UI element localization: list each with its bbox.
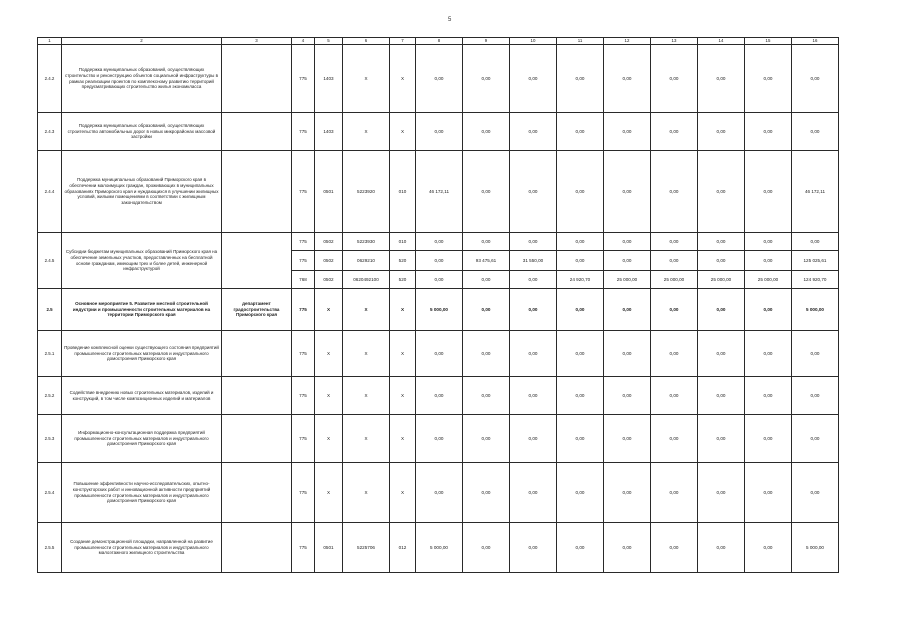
responsible-executor bbox=[222, 151, 292, 233]
expense-type-code: 010 bbox=[390, 233, 416, 251]
budget-table bbox=[37, 37, 839, 573]
target-article-code: X bbox=[343, 45, 390, 113]
amount-2019: 0,00 bbox=[651, 331, 698, 377]
responsible-executor bbox=[222, 45, 292, 113]
amount-2021: 0,00 bbox=[745, 113, 792, 151]
amount-2021: 0,00 bbox=[745, 377, 792, 415]
amount-2021: 0,00 bbox=[745, 289, 792, 331]
responsible-executor bbox=[222, 415, 292, 463]
responsible-executor bbox=[222, 233, 292, 289]
amount-2017: 0,00 bbox=[557, 233, 604, 251]
amount-2014: 5 000,00 bbox=[416, 523, 463, 573]
expense-type-code: X bbox=[390, 377, 416, 415]
section-code: 0501 bbox=[315, 151, 343, 233]
amount-2017: 0,00 bbox=[557, 251, 604, 271]
target-article-code: 0629210 bbox=[343, 251, 390, 271]
grbs-code: 775 bbox=[292, 151, 315, 233]
amount-2015: 0,00 bbox=[463, 233, 510, 251]
amount-total: 46 172,11 bbox=[792, 151, 839, 233]
amount-2016: 0,00 bbox=[510, 45, 557, 113]
responsible-executor: департамент градостроительства Приморского края bbox=[222, 289, 292, 331]
amount-2020: 0,00 bbox=[698, 415, 745, 463]
column-number-header-row bbox=[38, 38, 839, 45]
amount-2020: 0,00 bbox=[698, 151, 745, 233]
table-row bbox=[38, 523, 839, 573]
target-article-code: X bbox=[343, 377, 390, 415]
amount-2016: 0,00 bbox=[510, 415, 557, 463]
row-index: 2.5 bbox=[38, 289, 62, 331]
amount-2015: 0,00 bbox=[463, 463, 510, 523]
amount-total: 0,00 bbox=[792, 233, 839, 251]
section-code: 0501 bbox=[315, 523, 343, 573]
section-code: X bbox=[315, 331, 343, 377]
table-row bbox=[38, 113, 839, 151]
amount-2020: 0,00 bbox=[698, 463, 745, 523]
amount-2019: 0,00 bbox=[651, 377, 698, 415]
amount-total: 124 920,70 bbox=[792, 271, 839, 289]
column-header-10: 10 bbox=[510, 38, 557, 45]
column-header-16: 16 bbox=[792, 38, 839, 45]
column-header-11: 11 bbox=[557, 38, 604, 45]
grbs-code: 775 bbox=[292, 377, 315, 415]
section-code: 0502 bbox=[315, 251, 343, 271]
expense-type-code: X bbox=[390, 331, 416, 377]
amount-2019: 0,00 bbox=[651, 523, 698, 573]
row-index: 2.5.5 bbox=[38, 523, 62, 573]
grbs-code: 775 bbox=[292, 233, 315, 251]
measure-name: Основное мероприятие 5. Развитие местной строительной индустрии и промышленности строительных материалов на территории Приморского края bbox=[62, 289, 222, 331]
grbs-code: 775 bbox=[292, 289, 315, 331]
amount-2015: 0,00 bbox=[463, 113, 510, 151]
section-code: X bbox=[315, 463, 343, 523]
amount-2016: 0,00 bbox=[510, 113, 557, 151]
amount-2020: 0,00 bbox=[698, 233, 745, 251]
section-code: 0502 bbox=[315, 233, 343, 251]
amount-2016: 0,00 bbox=[510, 233, 557, 251]
grbs-code: 775 bbox=[292, 251, 315, 271]
expense-type-code: X bbox=[390, 113, 416, 151]
expense-type-code: 520 bbox=[390, 271, 416, 289]
table-row bbox=[38, 377, 839, 415]
amount-2014: 0,00 bbox=[416, 415, 463, 463]
row-index: 2.5.3 bbox=[38, 415, 62, 463]
table-row bbox=[38, 45, 839, 113]
row-index: 2.5.2 bbox=[38, 377, 62, 415]
column-header-4: 4 bbox=[292, 38, 315, 45]
target-article-code: X bbox=[343, 113, 390, 151]
grbs-code: 775 bbox=[292, 415, 315, 463]
target-article-code: 5223920 bbox=[343, 151, 390, 233]
grbs-code: 775 bbox=[292, 523, 315, 573]
amount-2018: 0,00 bbox=[604, 251, 651, 271]
target-article-code: X bbox=[343, 331, 390, 377]
amount-2021: 25 000,00 bbox=[745, 271, 792, 289]
amount-2021: 0,00 bbox=[745, 523, 792, 573]
amount-2016: 0,00 bbox=[510, 331, 557, 377]
amount-2016: 0,00 bbox=[510, 377, 557, 415]
amount-2021: 0,00 bbox=[745, 233, 792, 251]
amount-2020: 25 000,00 bbox=[698, 271, 745, 289]
amount-2021: 0,00 bbox=[745, 45, 792, 113]
amount-2021: 0,00 bbox=[745, 151, 792, 233]
target-article-code: X bbox=[343, 415, 390, 463]
amount-2015: 0,00 bbox=[463, 523, 510, 573]
expense-type-code: 012 bbox=[390, 523, 416, 573]
amount-2018: 0,00 bbox=[604, 377, 651, 415]
amount-2018: 0,00 bbox=[604, 233, 651, 251]
amount-2017: 0,00 bbox=[557, 523, 604, 573]
target-article-code: X bbox=[343, 289, 390, 331]
amount-2015: 0,00 bbox=[463, 45, 510, 113]
amount-2017: 0,00 bbox=[557, 151, 604, 233]
amount-2016: 0,00 bbox=[510, 289, 557, 331]
amount-2019: 0,00 bbox=[651, 463, 698, 523]
amount-2017: 0,00 bbox=[557, 463, 604, 523]
amount-total: 0,00 bbox=[792, 463, 839, 523]
amount-total: 5 000,00 bbox=[792, 289, 839, 331]
measure-name: Поддержка муниципальных образований, осуществляющих строительство и реконструкцию объектов социальной инфраструктуры в рамках реализации проектов по комплексному развитию территорий предусматривающих строительство жилья экономкласса bbox=[62, 45, 222, 113]
amount-2018: 0,00 bbox=[604, 289, 651, 331]
section-code: X bbox=[315, 289, 343, 331]
target-article-code: X bbox=[343, 463, 390, 523]
expense-type-code: 520 bbox=[390, 251, 416, 271]
amount-2019: 0,00 bbox=[651, 45, 698, 113]
column-header-3: 3 bbox=[222, 38, 292, 45]
table-row bbox=[38, 151, 839, 233]
measure-name: Поддержка муниципальных образований, осуществляющих строительство автомобильных дорог в новых микрорайонах массовой застройки bbox=[62, 113, 222, 151]
column-header-9: 9 bbox=[463, 38, 510, 45]
amount-2020: 0,00 bbox=[698, 251, 745, 271]
expense-type-code: X bbox=[390, 463, 416, 523]
grbs-code: 768 bbox=[292, 271, 315, 289]
amount-2019: 0,00 bbox=[651, 289, 698, 331]
amount-2019: 0,00 bbox=[651, 151, 698, 233]
amount-2014: 0,00 bbox=[416, 251, 463, 271]
amount-2020: 0,00 bbox=[698, 45, 745, 113]
measure-name: Содействие внедрению новых строительных материалов, изделий и конструкций, в том числе композиционных изделий и материалов bbox=[62, 377, 222, 415]
amount-2016: 0,00 bbox=[510, 151, 557, 233]
measure-name: Повышение эффективности научно-исследовательских, опытно-конструкторских работ и инновационной активности предприятий промышленности строительных материалов и индустриального домостроения Приморского края bbox=[62, 463, 222, 523]
amount-2014: 46 172,11 bbox=[416, 151, 463, 233]
amount-total: 0,00 bbox=[792, 113, 839, 151]
column-header-7: 7 bbox=[390, 38, 416, 45]
amount-2020: 0,00 bbox=[698, 377, 745, 415]
amount-total: 125 025,61 bbox=[792, 251, 839, 271]
amount-2021: 0,00 bbox=[745, 251, 792, 271]
amount-2017: 0,00 bbox=[557, 45, 604, 113]
amount-2014: 0,00 bbox=[416, 113, 463, 151]
amount-2015: 0,00 bbox=[463, 331, 510, 377]
amount-2015: 93 475,61 bbox=[463, 251, 510, 271]
responsible-executor bbox=[222, 463, 292, 523]
amount-2018: 0,00 bbox=[604, 45, 651, 113]
target-article-code: 0620492100 bbox=[343, 271, 390, 289]
amount-2021: 0,00 bbox=[745, 463, 792, 523]
column-header-5: 5 bbox=[315, 38, 343, 45]
section-code: X bbox=[315, 377, 343, 415]
amount-2018: 0,00 bbox=[604, 113, 651, 151]
amount-2014: 0,00 bbox=[416, 271, 463, 289]
measure-name: Субсидии бюджетам муниципальных образований Приморского края на обеспечение земельных участков, предоставленных на бесплатной основе гражданам, имеющим трех и более детей, инженерной инфраструктурой bbox=[62, 233, 222, 289]
expense-type-code: X bbox=[390, 45, 416, 113]
amount-2021: 0,00 bbox=[745, 331, 792, 377]
column-header-15: 15 bbox=[745, 38, 792, 45]
amount-2016: 0,00 bbox=[510, 523, 557, 573]
section-code: 0502 bbox=[315, 271, 343, 289]
amount-total: 0,00 bbox=[792, 415, 839, 463]
amount-2017: 24 920,70 bbox=[557, 271, 604, 289]
amount-2019: 0,00 bbox=[651, 233, 698, 251]
amount-2018: 0,00 bbox=[604, 463, 651, 523]
amount-total: 5 000,00 bbox=[792, 523, 839, 573]
row-index: 2.4.2 bbox=[38, 45, 62, 113]
amount-2016: 0,00 bbox=[510, 463, 557, 523]
page-number: 5 bbox=[448, 17, 452, 23]
measure-name: Поддержка муниципальных образований Приморского края в обеспечении малоимущих граждан, проживающих в муниципальных образованиях Приморского края и нуждающихся в улучшении жилищных условий, жилыми помещениями в соответствии с жилищным законодательством bbox=[62, 151, 222, 233]
amount-2014: 0,00 bbox=[416, 331, 463, 377]
amount-2014: 0,00 bbox=[416, 233, 463, 251]
amount-2020: 0,00 bbox=[698, 331, 745, 377]
amount-2014: 5 000,00 bbox=[416, 289, 463, 331]
grbs-code: 775 bbox=[292, 331, 315, 377]
grbs-code: 775 bbox=[292, 463, 315, 523]
amount-2020: 0,00 bbox=[698, 523, 745, 573]
table-row bbox=[38, 415, 839, 463]
column-header-6: 6 bbox=[343, 38, 390, 45]
amount-2017: 0,00 bbox=[557, 415, 604, 463]
amount-2020: 0,00 bbox=[698, 113, 745, 151]
responsible-executor bbox=[222, 331, 292, 377]
section-code: X bbox=[315, 415, 343, 463]
amount-2020: 0,00 bbox=[698, 289, 745, 331]
amount-2017: 0,00 bbox=[557, 331, 604, 377]
amount-total: 0,00 bbox=[792, 377, 839, 415]
amount-2018: 0,00 bbox=[604, 151, 651, 233]
column-header-12: 12 bbox=[604, 38, 651, 45]
table-row bbox=[38, 463, 839, 523]
amount-total: 0,00 bbox=[792, 45, 839, 113]
amount-2019: 0,00 bbox=[651, 251, 698, 271]
expense-type-code: X bbox=[390, 415, 416, 463]
row-index: 2.4.5 bbox=[38, 233, 62, 289]
table-row bbox=[38, 233, 839, 251]
amount-2016: 31 550,00 bbox=[510, 251, 557, 271]
section-code: 1403 bbox=[315, 113, 343, 151]
column-header-13: 13 bbox=[651, 38, 698, 45]
row-index: 2.5.1 bbox=[38, 331, 62, 377]
column-header-8: 8 bbox=[416, 38, 463, 45]
amount-2015: 0,00 bbox=[463, 271, 510, 289]
amount-2017: 0,00 bbox=[557, 113, 604, 151]
amount-2015: 0,00 bbox=[463, 289, 510, 331]
target-article-code: 5225706 bbox=[343, 523, 390, 573]
measure-name: Информационно-консультационная поддержка предприятий промышленности строительных материалов и индустриального домостроения Приморского края bbox=[62, 415, 222, 463]
expense-type-code: X bbox=[390, 289, 416, 331]
column-header-14: 14 bbox=[698, 38, 745, 45]
amount-2019: 25 000,00 bbox=[651, 271, 698, 289]
responsible-executor bbox=[222, 113, 292, 151]
amount-total: 0,00 bbox=[792, 331, 839, 377]
column-header-2: 2 bbox=[62, 38, 222, 45]
grbs-code: 775 bbox=[292, 45, 315, 113]
section-code: 1403 bbox=[315, 45, 343, 113]
measure-name: Создание демонстрационной площадки, направленной на развитие промышленности строительных материалов и индустриального малоэтажного жилищного строительства bbox=[62, 523, 222, 573]
table-row bbox=[38, 331, 839, 377]
measure-name: Проведение комплексной оценки существующего состояния предприятий промышленности строительных материалов и индустриального домостроения Приморского края bbox=[62, 331, 222, 377]
responsible-executor bbox=[222, 523, 292, 573]
row-index: 2.5.4 bbox=[38, 463, 62, 523]
amount-2018: 25 000,00 bbox=[604, 271, 651, 289]
amount-2018: 0,00 bbox=[604, 331, 651, 377]
amount-2019: 0,00 bbox=[651, 113, 698, 151]
row-index: 2.4.4 bbox=[38, 151, 62, 233]
responsible-executor bbox=[222, 377, 292, 415]
amount-2018: 0,00 bbox=[604, 523, 651, 573]
amount-2015: 0,00 bbox=[463, 377, 510, 415]
amount-2018: 0,00 bbox=[604, 415, 651, 463]
amount-2019: 0,00 bbox=[651, 415, 698, 463]
amount-2017: 0,00 bbox=[557, 289, 604, 331]
target-article-code: 5223930 bbox=[343, 233, 390, 251]
amount-2014: 0,00 bbox=[416, 45, 463, 113]
amount-2015: 0,00 bbox=[463, 415, 510, 463]
amount-2016: 0,00 bbox=[510, 271, 557, 289]
amount-2017: 0,00 bbox=[557, 377, 604, 415]
amount-2015: 0,00 bbox=[463, 151, 510, 233]
grbs-code: 775 bbox=[292, 113, 315, 151]
amount-2014: 0,00 bbox=[416, 463, 463, 523]
amount-2014: 0,00 bbox=[416, 377, 463, 415]
row-index: 2.4.3 bbox=[38, 113, 62, 151]
expense-type-code: 010 bbox=[390, 151, 416, 233]
amount-2021: 0,00 bbox=[745, 415, 792, 463]
table-row bbox=[38, 289, 839, 331]
column-header-1: 1 bbox=[38, 38, 62, 45]
